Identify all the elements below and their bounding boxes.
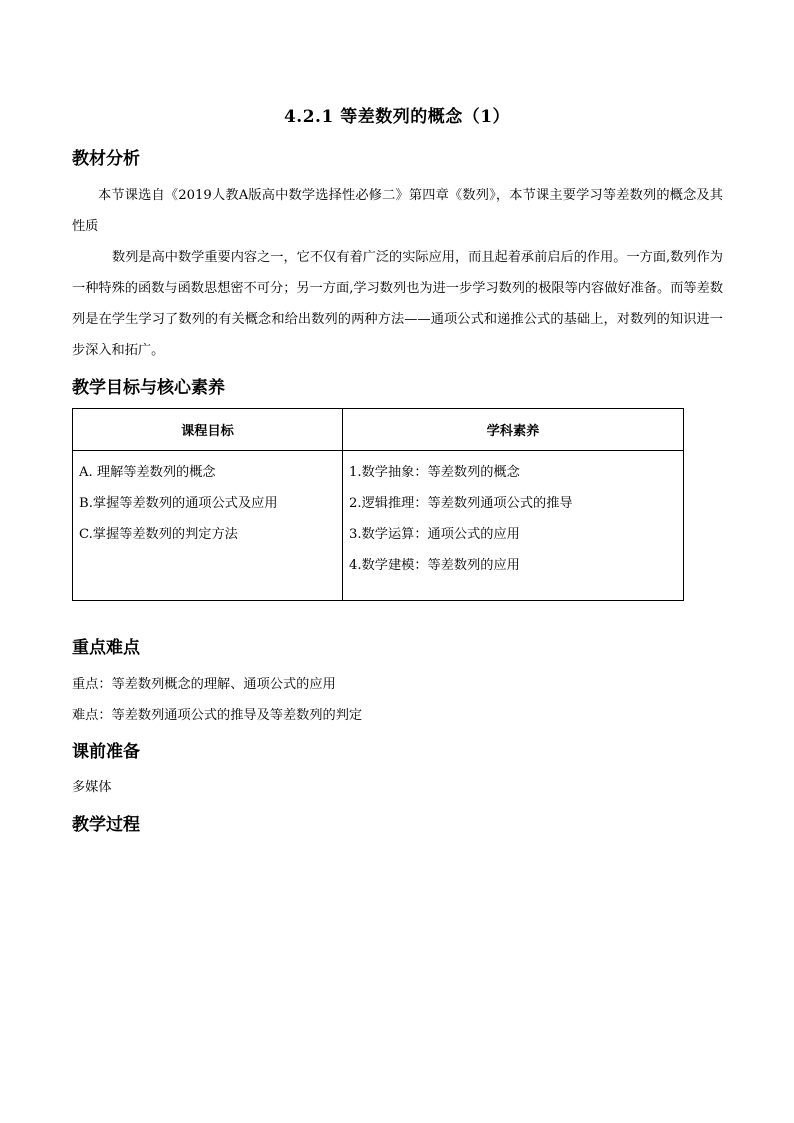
analysis-paragraph-2: 数列是高中数学重要内容之一，它不仅有着广泛的实际应用，而且起着承前启后的作用。一方面,数列作为一种特殊的函数与函数思想密不可分；另一方面,学习数列也为进一步学习数列的极限等内容做好准备。而等差数列是在学生学习了数列的有关概念和给出数列的两种方法——通项公式和递推公式的基础上，对数列的知识进一步深入和拓广。 (72, 250, 723, 358)
course-goal-item: A. 理解等差数列的概念 (79, 465, 216, 480)
core-literacy-item: 4.数学建模：等差数列的应用 (349, 558, 520, 573)
section-heading-process: 教学过程 (72, 815, 140, 835)
objectives-table-body-row (73, 451, 684, 601)
course-goal-item: C.掌握等差数列的判定方法 (79, 527, 238, 542)
table-header-course-goals: 课程目标 (73, 409, 343, 451)
preparation-content: 多媒体 (72, 780, 112, 795)
section-heading-analysis: 教材分析 (72, 149, 140, 169)
core-literacy-item: 2.逻辑推理：等差数列通项公式的推导 (349, 496, 573, 511)
section-heading-objectives: 教学目标与核心素养 (72, 378, 225, 398)
core-literacy-cell (343, 451, 684, 601)
core-literacy-item: 1.数学抽象：等差数列的概念 (349, 465, 520, 480)
key-point-focus: 重点：等差数列概念的理解、通项公式的应用 (72, 677, 336, 692)
key-point-difficulty: 难点：等差数列通项公式的推导及等差数列的判定 (72, 708, 363, 723)
course-goal-item: B.掌握等差数列的通项公式及应用 (79, 496, 278, 511)
table-header-core-literacy: 学科素养 (343, 409, 684, 451)
document-title: 4.2.1 等差数列的概念（1） (283, 107, 511, 127)
section-heading-preparation: 课前准备 (72, 742, 140, 762)
analysis-paragraph-1: 本节课选自《2019人教A版高中数学选择性必修二》第四章《数列》，本节课主要学习等差数列的概念及其性质 (72, 188, 723, 234)
objectives-table-header-row (73, 409, 684, 451)
section-heading-key-points: 重点难点 (72, 638, 140, 658)
objectives-table (72, 408, 684, 601)
core-literacy-item: 3.数学运算：通项公式的应用 (349, 527, 520, 542)
course-goals-cell (73, 451, 343, 601)
